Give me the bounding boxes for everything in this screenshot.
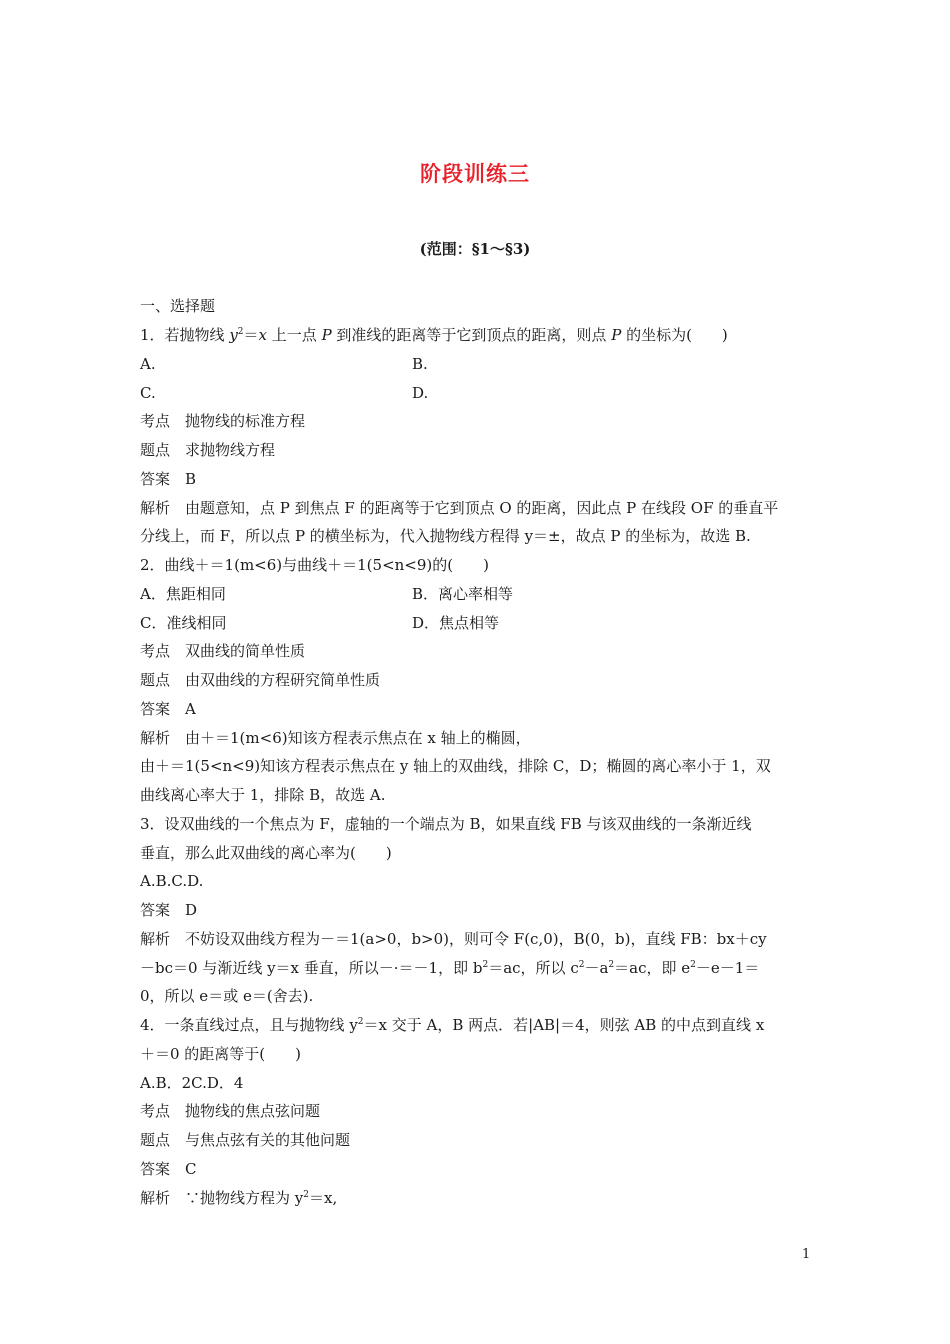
q1-option-c: C. bbox=[140, 384, 156, 402]
q4-analysis-line-1: 解析 ∵抛物线方程为 $y^2=x$, bbox=[140, 1189, 338, 1207]
q4-kaodian: 考点 抛物线的焦点弦问题 bbox=[140, 1102, 321, 1120]
q1-analysis-line-1: 解析 由题意知，点 P 到焦点 F 的距离等于它到顶点 O 的距离，因此点 P 在线段 OF 的垂直平 bbox=[140, 499, 779, 517]
q2-analysis-line-3: 曲线离心率大于 1，排除 B，故选 A. bbox=[140, 786, 386, 804]
q1-option-a: A. bbox=[140, 355, 156, 373]
q2-option-b: B．离心率相等 bbox=[412, 585, 514, 603]
q1-answer: 答案 B bbox=[140, 470, 197, 488]
q2-option-d: D．焦点相等 bbox=[412, 614, 500, 632]
q1-tidian: 题点 求抛物线方程 bbox=[140, 441, 276, 459]
q2-answer: 答案 A bbox=[140, 700, 196, 718]
q1-option-d: D. bbox=[412, 384, 429, 402]
q4-answer: 答案 C bbox=[140, 1160, 197, 1178]
q1-analysis-line-2: 分线上，而 F，所以点 P 的横坐标为，代入抛物线方程得 y＝±，故点 P 的坐标为，故选 B. bbox=[140, 527, 751, 545]
q3-options: A.B.C.D. bbox=[140, 872, 204, 890]
q4-tidian: 题点 与焦点弦有关的其他问题 bbox=[140, 1131, 351, 1149]
q3-stem-line-1: 3．设双曲线的一个焦点为 F，虚轴的一个端点为 B，如果直线 FB 与该双曲线的一条渐近线 bbox=[140, 815, 752, 833]
page-number: 1 bbox=[802, 1247, 811, 1262]
q2-analysis-line-1: 解析 由＋＝1(m<6)知该方程表示焦点在 x 轴上的椭圆， bbox=[140, 729, 531, 747]
q4-stem-line-2: ＋＝0 的距离等于( ) bbox=[140, 1045, 302, 1063]
q3-analysis-line-3: 0，所以 e＝或 e＝(舍去). bbox=[140, 987, 314, 1005]
q3-analysis-line-2: －bc＝0 与渐近线 y＝x 垂直，所以－·＝－1，即 $b^2=ac$，所以 $c^2-a^2=ac$，即 $e^2-e-1=$ bbox=[140, 959, 760, 977]
q1-kaodian: 考点 抛物线的标准方程 bbox=[140, 412, 306, 430]
q3-analysis-line-1: 解析 不妨设双曲线方程为－＝1(a>0，b>0)，则可令 F(c,0)，B(0，b)，直线 FB：bx＋cy bbox=[140, 930, 767, 948]
q2-analysis-line-2: 由＋＝1(5<n<9)知该方程表示焦点在 y 轴上的双曲线，排除 C，D；椭圆的离心率小于 1，双 bbox=[140, 757, 771, 775]
section-heading: 一、选择题 bbox=[140, 297, 216, 315]
q1-stem: 1．若抛物线 $y^2=x$ 上一点 P 到准线的距离等于它到顶点的距离，则点 P 的坐标为( ) bbox=[140, 326, 728, 344]
q3-answer: 答案 D bbox=[140, 901, 198, 919]
page-title: 阶段训练三 bbox=[420, 161, 530, 186]
q2-tidian: 题点 由双曲线的方程研究简单性质 bbox=[140, 671, 381, 689]
q2-option-c: C．准线相同 bbox=[140, 614, 227, 632]
q1-option-b: B. bbox=[412, 355, 428, 373]
q2-option-a: A．焦距相同 bbox=[140, 585, 226, 603]
q2-kaodian: 考点 双曲线的简单性质 bbox=[140, 642, 306, 660]
scope-subtitle: (范围：§1～§3) bbox=[419, 240, 531, 258]
q4-stem-line-1: 4．一条直线过点，且与抛物线 $y^2=x$ 交于 A，B 两点．若|AB|＝4，则弦 AB 的中点到直线 x bbox=[140, 1016, 765, 1034]
q2-stem: 2．曲线＋＝1(m<6)与曲线＋＝1(5<n<9)的( ) bbox=[140, 556, 489, 574]
q3-stem-line-2: 垂直，那么此双曲线的离心率为( ) bbox=[140, 844, 392, 862]
q4-options: A.B．2C.D．4 bbox=[140, 1074, 244, 1092]
